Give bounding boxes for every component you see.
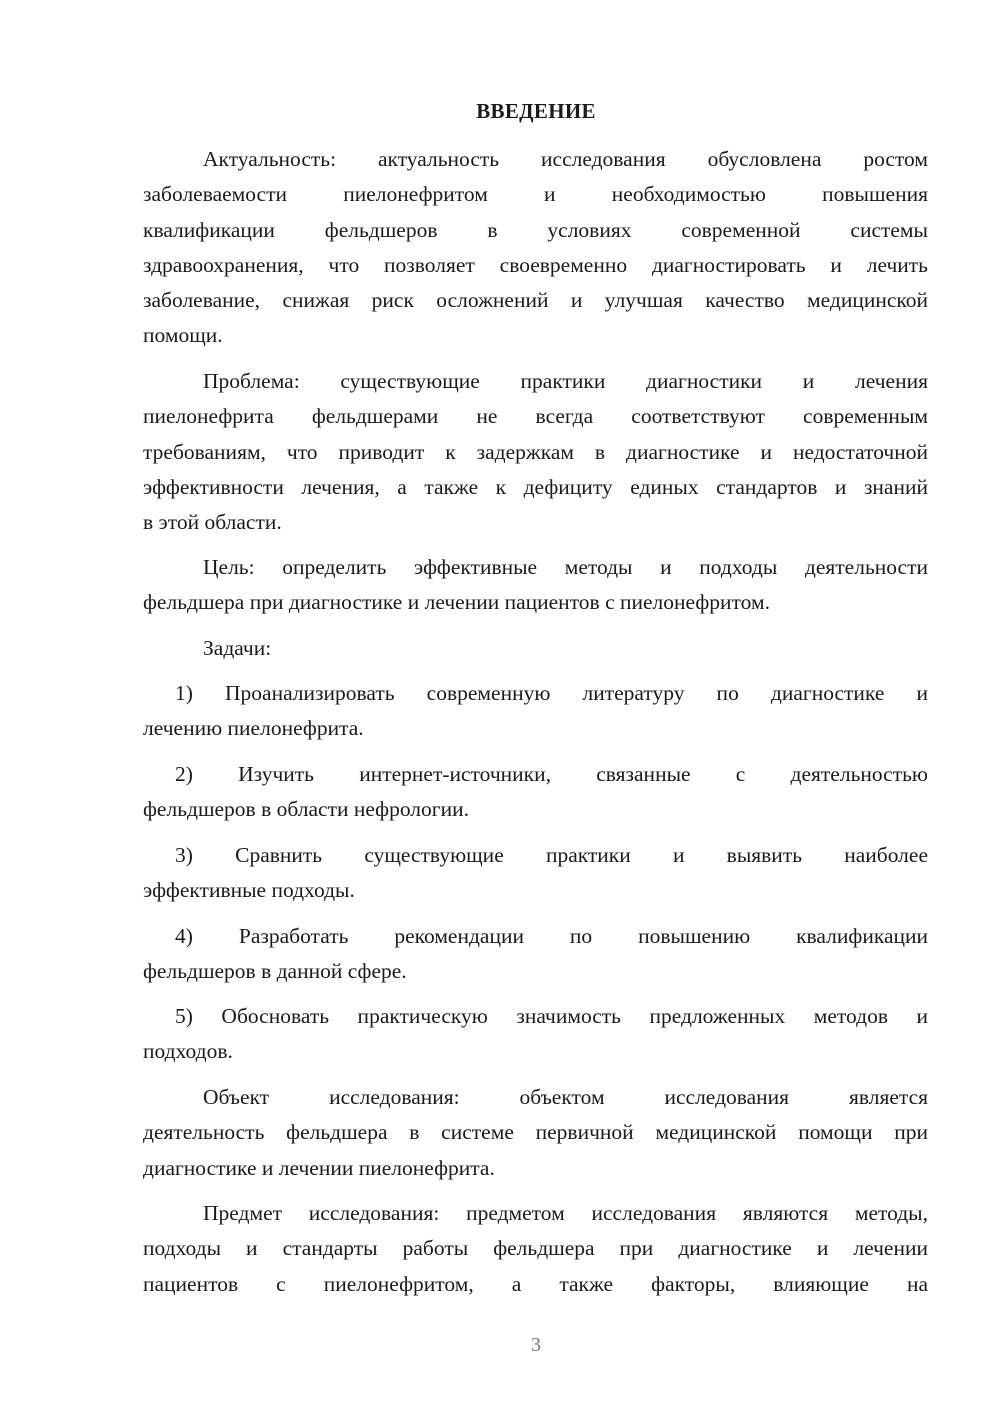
text-line: 1) Проанализировать современную литературу по диагностике и <box>175 681 928 705</box>
paragraph-relevance <box>143 142 928 354</box>
text-line: подходы и стандарты работы фельдшера при диагностике и лечении <box>143 1236 928 1261</box>
text-line: пациентов с пиелонефритом, а также факторы, влияющие на <box>143 1271 928 1296</box>
text-line: Проблема: существующие практики диагностики и лечения <box>203 369 928 393</box>
text-line: подходов. <box>143 1039 233 1064</box>
text-line: пиелонефрита фельдшерами не всегда соответствуют современным <box>143 404 928 429</box>
text-line: требованиям, что приводит к задержкам в диагностике и недостаточной <box>143 439 928 464</box>
text-line: фельдшеров в данной сфере. <box>143 959 407 984</box>
text-line: фельдшера при диагностике и лечении пациентов с пиелонефритом. <box>143 590 770 615</box>
paragraph-goal <box>143 550 928 621</box>
page-title: ВВЕДЕНИЕ <box>476 99 596 123</box>
text-line: 2) Изучить интернет-источники, связанные с деятельностью <box>175 762 928 786</box>
page-number: 3 <box>531 1334 541 1356</box>
text-line: диагностике и лечении пиелонефрита. <box>143 1155 495 1180</box>
text-line: заболевание, снижая риск осложнений и улучшая качество медицинской <box>143 288 928 313</box>
text-line: 4) Разработать рекомендации по повышению квалификации <box>175 924 928 948</box>
text-line: помощи. <box>143 323 223 348</box>
text-line: Задачи: <box>203 636 272 660</box>
text-line: заболеваемости пиелонефритом и необходимостью повышения <box>143 182 928 207</box>
task-item-5 <box>143 999 928 1070</box>
paragraph-object <box>143 1080 928 1186</box>
paragraph-problem <box>143 364 928 540</box>
task-item-2 <box>143 757 928 828</box>
text-line: эффективности лечения, а также к дефициту единых стандартов и знаний <box>143 474 928 499</box>
text-line: Предмет исследования: предметом исследования являются методы, <box>203 1201 928 1225</box>
text-line: Объект исследования: объектом исследования является <box>203 1085 928 1109</box>
paragraph-tasks-heading <box>143 631 928 666</box>
text-line: 3) Сравнить существующие практики и выявить наиболее <box>175 843 928 867</box>
text-line: квалификации фельдшеров в условиях современной системы <box>143 217 928 242</box>
text-line: эффективные подходы. <box>143 878 355 903</box>
text-line: фельдшеров в области нефрологии. <box>143 797 469 822</box>
task-item-3 <box>143 838 928 909</box>
text-line: лечению пиелонефрита. <box>143 716 364 741</box>
text-line: здравоохранения, что позволяет своевременно диагностировать и лечить <box>143 252 928 277</box>
text-line: Актуальность: актуальность исследования обусловлена ростом <box>203 147 928 171</box>
task-item-4 <box>143 919 928 990</box>
text-line: деятельность фельдшера в системе первичной медицинской помощи при <box>143 1120 928 1145</box>
text-line: 5) Обосновать практическую значимость предложенных методов и <box>175 1004 928 1028</box>
task-item-1 <box>143 676 928 747</box>
text-line: Цель: определить эффективные методы и подходы деятельности <box>203 555 928 579</box>
paragraph-subject <box>143 1196 928 1302</box>
text-line: в этой области. <box>143 510 282 535</box>
